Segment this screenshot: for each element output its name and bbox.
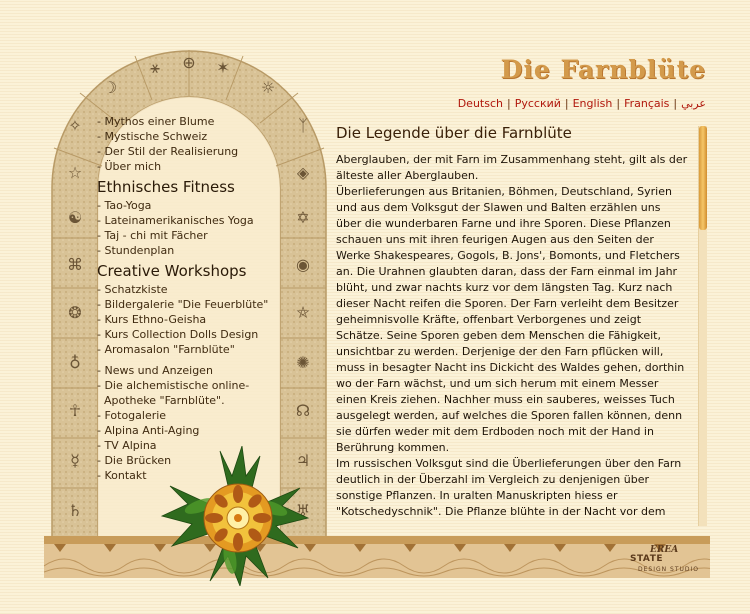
bottom-ornament-band xyxy=(44,536,710,578)
nav-item-apotheke[interactable]: - Die alchemistische online- xyxy=(97,379,250,392)
nav-item-kurs-collection-dolls[interactable]: - Kurs Collection Dolls Design xyxy=(97,328,259,341)
nav-item-mystische-schweiz[interactable]: - Mystische Schweiz xyxy=(97,130,208,143)
svg-text:♃: ♃ xyxy=(295,451,311,470)
nav-item-taj-chi[interactable]: - Taj - chi mit Fächer xyxy=(97,229,208,242)
svg-text:☽: ☽ xyxy=(102,78,118,97)
svg-text:◈: ◈ xyxy=(296,163,310,182)
lang-separator: | xyxy=(506,97,511,110)
svg-text:⊕: ⊕ xyxy=(182,53,196,72)
nav-item-stundenplan[interactable]: - Stundenplan xyxy=(97,244,175,257)
svg-text:✶: ✶ xyxy=(216,58,230,77)
scrollbar-thumb[interactable] xyxy=(699,126,707,230)
svg-text:⚹: ⚹ xyxy=(150,58,160,77)
content-paragraph: Überlieferungen aus Britanien, Böhmen, Deutschland, Syrien und aus dem Volksgut der Slawen und Balten erzählen uns über die wunderbaren Farne und ihre Sporen. Diese Pflanzen schauen uns mit ihren feurigen Augen aus den Seiten der Werke Shakespeares, Gogols, B. Jons', Bomonts, und Fletchers an. Die Urahnen glaubten daran, dass der Farn einmal im Jahr blüht, und zwar nachts kurz vor dem längsten Tag. Kurz nach dieser Nacht reifen die Sporen. Der Farn verleiht dem Besitzer geheimnisvolle Kräfte, offenbart Verborgenes und zeigt Schätze. Seine Sporen geben dem Menschen die Fähigkeit, unsichtbar zu werden. Derjenige der den Farn pflücken will, muss in besagter Nacht ins Dickicht des Waldes gehen, dorthin wo der Farn wächst, und um sich herum mit einem Messer einen Kreis ziehen. Nachher muss ein sauberes, weisses Tuch ausgelegt werden, auf welches die Sporen fallen können, denn sie dürfen weder mit dem Erdboden noch mit der Hand in Berührung kommen. xyxy=(336,185,685,454)
lang-separator: | xyxy=(616,97,621,110)
svg-text:☊: ☊ xyxy=(295,401,311,420)
svg-text:⌘: ⌘ xyxy=(67,255,83,274)
nav-item-tao-yoga[interactable]: - Tao-Yoga xyxy=(97,199,152,212)
svg-text:✧: ✧ xyxy=(68,116,82,135)
nav-item-ueber-mich[interactable]: - Über mich xyxy=(97,160,162,173)
main-navigation xyxy=(97,114,277,483)
nav-item-lateinamerikanisches-yoga[interactable]: - Lateinamerikanisches Yoga xyxy=(97,214,254,227)
svg-text:♄: ♄ xyxy=(67,501,83,520)
nav-item-aromasalon[interactable]: - Aromasalon "Farnblüte" xyxy=(97,343,235,356)
nav-item-news[interactable]: - News und Anzeigen xyxy=(97,364,213,377)
nav-item-bildergalerie[interactable]: - Bildergalerie "Die Feuerblüte" xyxy=(97,298,269,311)
lang-english[interactable]: English xyxy=(572,97,613,110)
content-body xyxy=(336,152,688,520)
credit-brand-erea: EREA xyxy=(650,545,679,555)
nav-section-ethnisches-fitness: Ethnisches Fitness xyxy=(97,178,235,196)
svg-text:◉: ◉ xyxy=(296,255,310,274)
svg-text:♁: ♁ xyxy=(69,353,81,372)
content-paragraph: Im russischen Volksgut sind die Überlieferungen über den Farn deutlich in der Überzahl im Vergleich zu denjenigen über sonstige Pflanzen. In uralten Manuskripten hiess er "Kotschedyschnik". Die Pflanze blühte in der Nacht vor dem xyxy=(336,457,682,518)
nav-item-tv-alpina[interactable]: - TV Alpina xyxy=(97,439,157,452)
lang-francais[interactable]: Français xyxy=(624,97,670,110)
site-logo[interactable]: Die Farnblüte xyxy=(500,55,706,84)
svg-text:☥: ☥ xyxy=(69,401,81,420)
content-paragraph: Aberglauben, der mit Farn im Zusammenhang steht, gilt als der älteste aller Aberglauben. xyxy=(336,153,688,182)
svg-text:☿: ☿ xyxy=(70,451,80,470)
content-panel xyxy=(336,122,688,528)
lang-deutsch[interactable]: Deutsch xyxy=(457,97,503,110)
content-title: Die Legende über die Farnblüte xyxy=(336,124,572,142)
content-scrollbar[interactable] xyxy=(698,126,707,526)
nav-item-kurs-ethno-geisha[interactable]: - Kurs Ethno-Geisha xyxy=(97,313,207,326)
svg-text:☼: ☼ xyxy=(260,78,276,97)
svg-text:✺: ✺ xyxy=(296,353,310,372)
nav-section-creative-workshops: Creative Workshops xyxy=(97,262,247,280)
svg-text:✡: ✡ xyxy=(296,208,310,227)
language-selector xyxy=(458,97,706,110)
nav-item-schatzkiste[interactable]: - Schatzkiste xyxy=(97,283,168,296)
nav-item-kontakt[interactable]: - Kontakt xyxy=(97,469,147,482)
svg-text:♅: ♅ xyxy=(295,501,311,520)
svg-text:☯: ☯ xyxy=(67,208,83,227)
lang-russian[interactable]: Русский xyxy=(514,97,561,110)
svg-text:❂: ❂ xyxy=(68,303,82,322)
svg-text:⛤: ⛤ xyxy=(296,303,310,322)
design-studio-credit[interactable] xyxy=(622,544,708,578)
nav-item-fotogalerie[interactable]: - Fotogalerie xyxy=(97,409,167,422)
lang-separator: | xyxy=(673,97,678,110)
nav-item-apotheke-line2[interactable]: Apotheke "Farnblüte". xyxy=(97,394,225,407)
nav-item-alpina-anti-aging[interactable]: - Alpina Anti-Aging xyxy=(97,424,200,437)
nav-item-mythos[interactable]: - Mythos einer Blume xyxy=(97,115,215,128)
lang-separator: | xyxy=(564,97,569,110)
svg-text:ᛉ: ᛉ xyxy=(298,116,308,135)
fern-flower-illustration xyxy=(160,446,310,586)
credit-tagline: DESIGN STUDIO xyxy=(638,566,700,573)
lang-arabic[interactable]: عربي xyxy=(681,97,706,110)
credit-brand-state: STATE xyxy=(630,554,663,564)
nav-item-stil-realisierung[interactable]: - Der Stil der Realisierung xyxy=(97,145,239,158)
svg-text:☆: ☆ xyxy=(67,163,83,182)
nav-item-die-bruecken[interactable]: - Die Brücken xyxy=(97,454,172,467)
